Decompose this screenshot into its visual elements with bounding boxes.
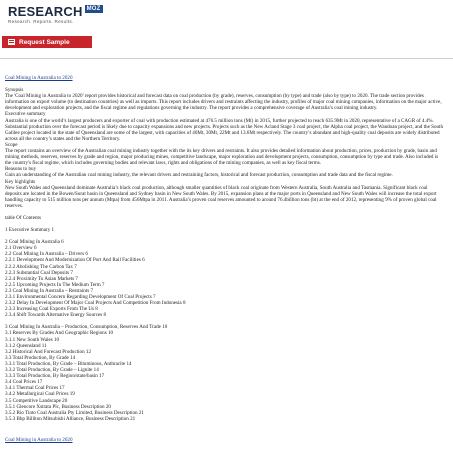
toc-entry: 3.2 Historical And Forecast Production 12 (5, 348, 92, 355)
toc-entry: 3.5 Competitive Landscape 20 (5, 397, 68, 404)
toc-group-3 (5, 324, 445, 422)
toc-entry: 2.3.4 Shift Towards Alternative Energy Sources 8 (5, 312, 107, 319)
executive-summary-heading: Executive summary (5, 111, 46, 118)
request-sample-button[interactable] (2, 36, 92, 48)
toc-entry: 3.1 Reserves By Grades And Geographic Regions 10 (5, 330, 114, 337)
toc-entry: 2.2 Coal Mining In Australia – Drivers 6 (5, 251, 88, 258)
toc-entry: 3.5.2 Rio Tinto Coal Australia Pty Limited, Business Description 21 (5, 409, 144, 416)
synopsis-text: The 'Coal Mining in Australia to 2020' report provides historical and forecast data on coal production (by grade), reserves, consumption (by type) and trade (also by type) to 2020. The trade section provides information on export volume (to destination countries) as well as imports. This report includes drivers and restraints affecting the industry, profiles of major coal mining companies, information on the major active, development and exploration projects, and the fiscal regime and regulations governing the industry. The report provides a comprehensive coverage of Australia’s coal mining industry. (5, 93, 442, 112)
logo-wordmark (8, 4, 103, 19)
toc-entry: 3.5.3 Bhp Billiton Mitsubishi Alliance, Business Description 21 (5, 415, 136, 422)
scope-heading: Scope (5, 141, 18, 148)
toc-entry: 3 Coal Mining In Australia – Production, Consumption, Reserves And Trade 10 (5, 324, 168, 331)
reasons-heading: Reasons to buy (5, 166, 37, 173)
toc-heading: table Of Contents (5, 214, 41, 221)
divider (0, 58, 453, 59)
toc-entry: 3.4 Coal Prices 17 (5, 379, 43, 386)
reasons-text: Gain an understanding of the Australian coal mining industry, the relevant drivers and restraining factors, historical and forecast production, consumption and trade data and the fiscal regime. (5, 172, 393, 179)
executive-summary-text: Australia is one of the world’s largest producers and exporter of coal with production estimated at 476.5 million tons (Mt) in 2015, further projected to reach 635.9Mt in 2020, representative of a CAGR of 4.4%. Substantial production over the forecast period is likely due to capacity expansions and new projects. Projects such as the New Acland Stage 3 coal project, the Alpha coal project, the Wandoan project, and the South Galilee project located in the state of Queensland are some of the largest, with capacities of 40Mt, 30Mt, 22Mt and 13.6Mt respectively. The country’s abundant and high-quality coal deposits are widely distributed across all the country’s states and the Northern Territory. (5, 117, 443, 142)
toc-entry: 3.3.1 Total Production, By Grade – Bituminous, Anthracite 14 (5, 360, 132, 367)
report-body (5, 75, 445, 422)
toc-entry: 3.3 Total Production, By Grade 14 (5, 354, 76, 361)
toc-entry: 2.2.3 Substantial Coal Deposits 7 (5, 269, 73, 276)
highlights-heading: Key highlights (5, 178, 36, 185)
toc-entry: 3.4.1 Thermal Coal Prices 17 (5, 385, 65, 392)
document-icon (8, 39, 15, 45)
toc-entry: 2.3.3 Increasing Coal Exports From The Us 8 (5, 306, 98, 313)
toc-entry: 3.5.1 Glencore Xstrata Plc, Business Description 20 (5, 403, 111, 410)
toc-entry: 2.2.2 Abolishing The Carbon Tax 7 (5, 263, 77, 270)
toc-entry: 3.3.3 Total Production, By Region/state/basin 17 (5, 373, 105, 380)
toc-entry: 3.3.2 Total Production, By Grade – Lignite 14 (5, 367, 99, 374)
header (8, 4, 445, 32)
toc-entry: 2.3.1 Environmental Concern Regarding Development Of Coal Projects 7 (5, 294, 156, 300)
toc-entry: 2 Coal Mining In Australia 6 (5, 239, 64, 246)
toc-entry: 2.1 Overview 6 (5, 245, 37, 252)
toc-entry: 2.2.1 Development And Modernization Of Port And Rail Facilities 6 (5, 257, 145, 264)
logo-tagline: Research. Reports. Results. (8, 19, 74, 24)
toc-group-2 (5, 239, 445, 318)
toc-entry: 2.3 Coal Mining In Australia – Restraints 7 (5, 287, 94, 294)
toc-entry: 3.1.2 Queensland 11 (5, 342, 47, 349)
footer-report-link[interactable]: Coal Mining in Australia to 2020 (5, 437, 73, 443)
highlights-text: New South Wales and Queensland dominate Australia’s black coal production, although smaller quantities of black coal originate from Western Australia, South Australia and Tasmania. Significant black coal deposits are located in the Bowen/Surat basin in Queensland and Sydney basin in New South Wales. By 2015, expansion plans at the major ports in Queensland and New South Wales will increase the total export handling capacity to 515 million tons per annum (Mtpa) from 456Mtpa in 2011. Australia’s proven coal reserves amounted to around 76.4billion tons (bt) at the end of 2012, representing 9% of proven global coal reserves. (5, 184, 437, 209)
request-sample-label: Request Sample (19, 38, 70, 46)
synopsis-heading: Synopsis (5, 87, 24, 94)
toc-entry: 2.3.2 Delay In Development Of Major Coal Projects And Competition From Indonesia 8 (5, 300, 186, 307)
toc-entry: 3.1.1 New South Wales 10 (5, 336, 60, 343)
researchmoz-logo[interactable] (8, 4, 103, 24)
toc-entry: 3.4.2 Metallurgical Coal Prices 19 (5, 391, 75, 398)
scope-text: The report contains an overview of the Australian coal mining industry together with the its key drivers and restraints. It also provides detailed information about production, prices, production by grade, basin and mining methods, reserves, reserves by grade and region, major producing mines, competitive landscape, major exploration and development projects, consumption, consumption by type and trade. Also included is the country's fiscal regime, which includes governing bodies and relevant laws, rights and obligations of the mining companies, as well as key fiscal terms. (5, 148, 439, 167)
toc-entry: 1 Executive Summary 1 (5, 227, 55, 234)
toc-entry: 2.2.4 Proximity To Asian Markets 7 (5, 275, 78, 282)
logo-badge: MOZ (86, 6, 101, 12)
toc-entry: 2.2.5 Upcoming Projects In The Medium Term 7 (5, 281, 105, 288)
report-title-link[interactable]: Coal Mining in Australia to 2020 (5, 75, 73, 81)
logo-text: RESEARCH (8, 4, 83, 19)
